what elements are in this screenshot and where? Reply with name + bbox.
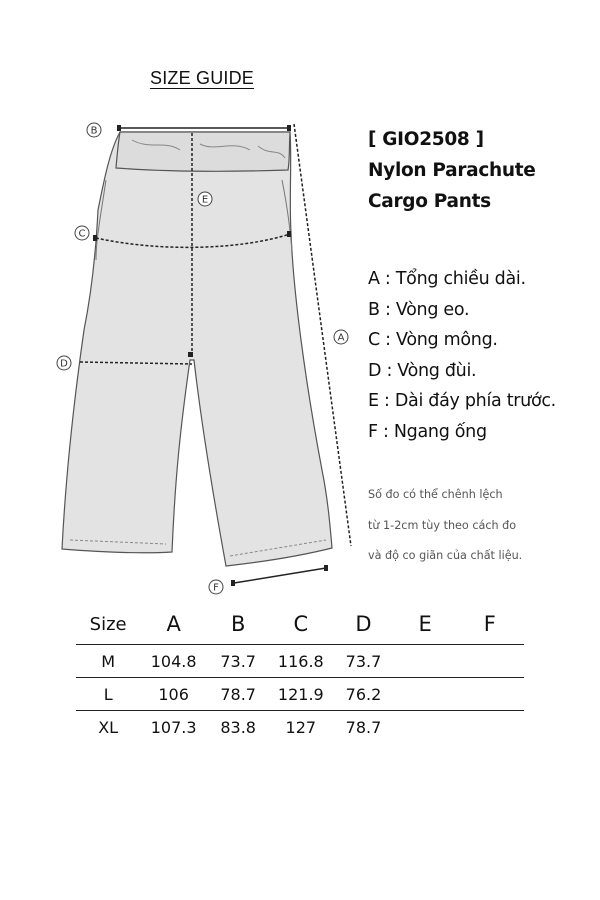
table-row — [76, 645, 524, 678]
cell-c: 121.9 — [269, 678, 332, 711]
measurement-note — [368, 480, 522, 572]
cell-e — [395, 711, 456, 744]
cell-a: 107.3 — [150, 717, 197, 737]
size-table — [76, 604, 524, 743]
cell-b: 73.7 — [207, 645, 269, 678]
marker-a — [334, 330, 348, 344]
note-line-1: Số đo có thể chênh lệch — [368, 488, 503, 501]
pants-illustration — [62, 132, 332, 566]
marker-f — [209, 580, 223, 594]
note-line-2: từ 1-2cm tùy theo cách đo — [368, 518, 517, 532]
table-row — [76, 711, 524, 744]
cell-size: M — [76, 645, 140, 678]
svg-text:D: D — [60, 358, 68, 370]
cell-d: 78.7 — [345, 717, 382, 737]
marker-d — [57, 356, 71, 370]
marker-b — [87, 123, 101, 137]
cell-b: 78.7 — [207, 678, 269, 711]
column-header-f: F — [456, 604, 524, 645]
cell-e — [395, 645, 456, 678]
marker-c — [75, 226, 89, 240]
column-header-b: B — [207, 604, 269, 645]
column-header-c: C — [269, 604, 332, 645]
cell-f — [456, 711, 524, 744]
cell-a: 106 — [140, 678, 207, 711]
svg-text:C: C — [78, 228, 86, 240]
product-name-line1: Nylon Parachute — [368, 160, 536, 181]
cell-d: 76.2 — [332, 678, 394, 711]
cell-f — [456, 678, 524, 711]
column-header-d: D — [332, 604, 394, 645]
cell-c: 116.8 — [269, 645, 332, 678]
cell-d: 73.7 — [332, 645, 394, 678]
product-info — [368, 124, 536, 217]
cell-a: 104.8 — [140, 645, 207, 678]
cell-size: L — [76, 678, 140, 711]
column-header-e: E — [395, 604, 456, 645]
marker-e — [198, 192, 212, 206]
cell-f — [456, 645, 524, 678]
note-line-3: và độ co giãn của chất liệu. — [368, 549, 523, 562]
svg-text:A: A — [337, 332, 345, 344]
column-header-a: A — [140, 604, 207, 645]
legend-item-b: B : Vòng eo. — [368, 299, 470, 320]
table-header-row — [76, 604, 524, 645]
legend-item-f: F : Ngang ống — [368, 421, 487, 442]
cell-b: 83.8 — [220, 717, 256, 737]
svg-text:E: E — [201, 194, 209, 206]
legend-item-e: E : Dài đáy phía trước. — [368, 391, 556, 411]
waistband — [116, 132, 290, 171]
legend-item-a: A : Tổng chiều dài. — [368, 269, 526, 289]
svg-text:B: B — [90, 125, 98, 137]
legend-item-c: C : Vòng mông. — [368, 330, 498, 350]
product-name-line2: Cargo Pants — [368, 191, 491, 212]
measurement-legend — [368, 264, 556, 447]
cell-c: 127 — [285, 717, 317, 737]
legend-item-d: D : Vòng đùi. — [368, 360, 477, 381]
svg-text:F: F — [213, 582, 219, 594]
page-title: SIZE GUIDE — [150, 68, 255, 88]
cell-size: XL — [98, 717, 119, 737]
cell-e — [395, 678, 456, 711]
measure-line-f — [234, 568, 326, 583]
product-code: [ GIO2508 ] — [368, 129, 484, 150]
table-row — [76, 678, 524, 711]
column-header-size: Size — [76, 604, 140, 645]
pants-body — [62, 132, 332, 566]
